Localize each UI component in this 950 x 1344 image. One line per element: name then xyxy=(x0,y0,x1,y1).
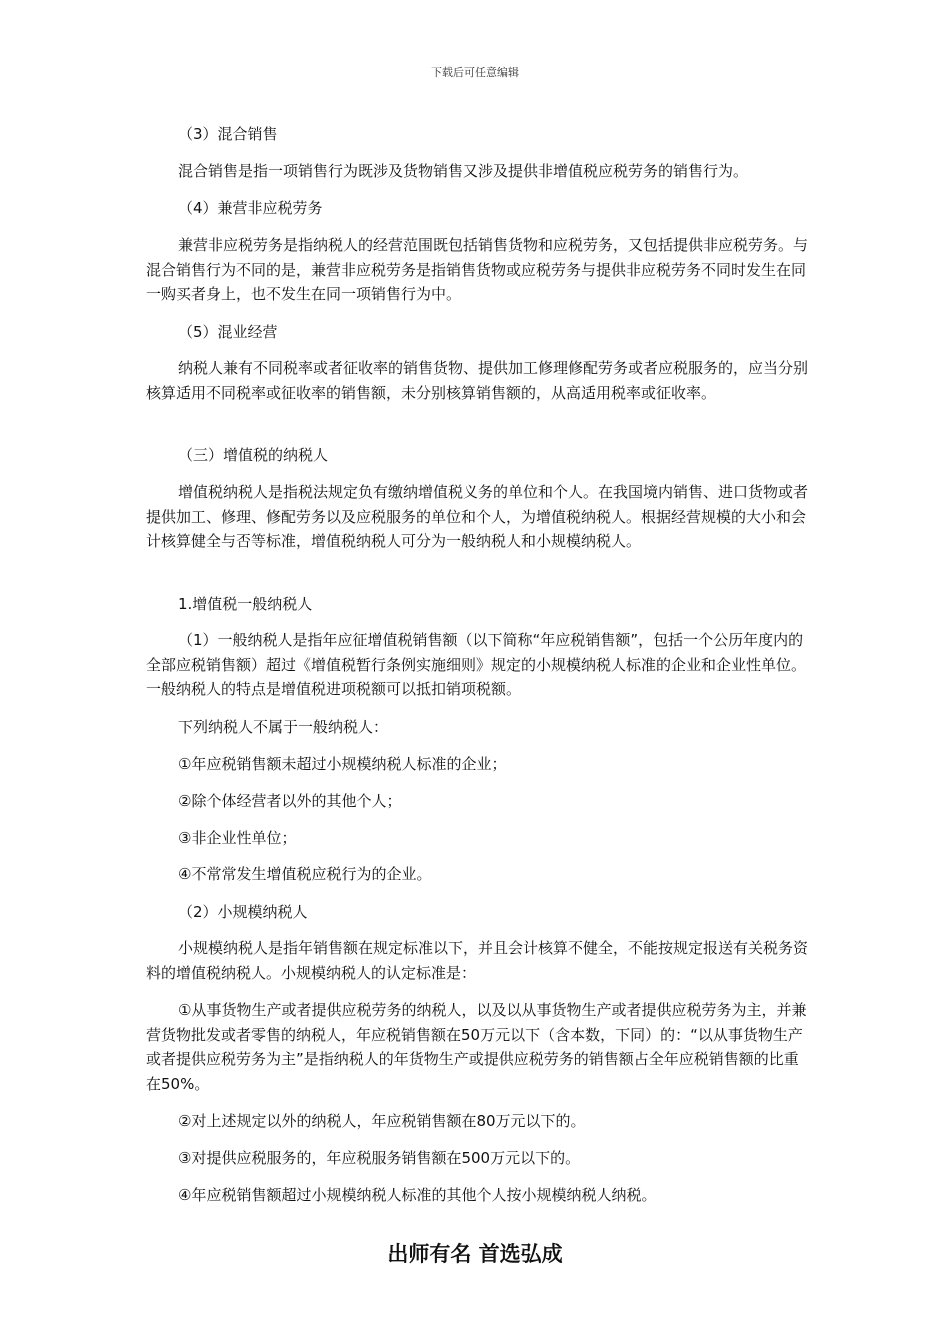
paragraph-concurrent-services: 兼营非应税劳务是指纳税人的经营范围既包括销售货物和应税劳务，又包括提供非应税劳务。与混合销售行为不同的是，兼营非应税劳务是指销售货物或应税劳务与提供非应税劳务不同时发生在同一购买者身上，也不发生在同一项销售行为中。 xyxy=(146,236,809,303)
paragraph-mixed-operations: 纳税人兼有不同税率或者征收率的销售货物、提供加工修理修配劳务或者应税服务的，应当分别核算适用不同税率或征收率的销售额，未分别核算销售额的，从高适用税率或征收率。 xyxy=(146,359,809,402)
criteria-item: ③对提供应税服务的，年应税服务销售额在500万元以下的。 xyxy=(178,1149,581,1167)
list-intro: 下列纳税人不属于一般纳税人： xyxy=(178,718,389,736)
heading-concurrent-services: （4）兼营非应税劳务 xyxy=(178,199,323,217)
list-item: ②除个体经营者以外的其他个人； xyxy=(178,792,402,810)
paragraph-mixed-sales: 混合销售是指一项销售行为既涉及货物销售又涉及提供非增值税应税劳务的销售行为。 xyxy=(178,162,749,180)
list-item: ①年应税销售额未超过小规模纳税人标准的企业； xyxy=(178,755,507,773)
criteria-item: ①从事货物生产或者提供应税劳务的纳税人，以及以从事货物生产或者提供应税劳务为主，并兼营货物批发或者零售的纳税人，年应税销售额在50万元以下（含本数，下同）的：“以从事货物生产或者提供应税劳务为主”是指纳税人的年货物生产或提供应税劳务的销售额占全年应税销售额的比重在50%。 xyxy=(146,1001,807,1093)
heading-small-scale: （2）小规模纳税人 xyxy=(178,903,308,921)
list-item: ④不常常发生增值税应税行为的企业。 xyxy=(178,865,432,883)
heading-mixed-sales: （3）混合销售 xyxy=(178,125,278,143)
paragraph-small-scale: 小规模纳税人是指年销售额在规定标准以下，并且会计核算不健全，不能按规定报送有关税务资料的增值税纳税人。小规模纳税人的认定标准是： xyxy=(146,939,809,982)
paragraph-general-taxpayer: （1）一般纳税人是指年应征增值税销售额（以下简称“年应税销售额”，包括一个公历年度内的全部应税销售额）超过《增值税暂行条例实施细则》规定的小规模纳税人标准的企业和企业性单位。一般纳税人的特点是增值税进项税额可以抵扣销项税额。 xyxy=(146,631,807,698)
heading-mixed-operations: （5）混业经营 xyxy=(178,323,278,341)
list-item: ③非企业性单位； xyxy=(178,829,297,847)
paragraph-vat-taxpayers: 增值税纳税人是指税法规定负有缴纳增值税义务的单位和个人。在我国境内销售、进口货物或者提供加工、修理、修配劳务以及应税服务的单位和个人，为增值税纳税人。根据经营规模的大小和会计核算健全与否等标准，增值税纳税人可分为一般纳税人和小规模纳税人。 xyxy=(146,483,809,550)
page-header: 下载后可任意编辑 xyxy=(431,66,519,79)
criteria-item: ④年应税销售额超过小规模纳税人标准的其他个人按小规模纳税人纳税。 xyxy=(178,1186,657,1204)
page-footer: 出师有名 首选弘成 xyxy=(387,1242,563,1266)
criteria-item: ②对上述规定以外的纳税人，年应税销售额在80万元以下的。 xyxy=(178,1112,586,1130)
heading-general-taxpayer: 1.增值税一般纳税人 xyxy=(178,595,313,613)
heading-vat-taxpayers: （三）增值税的纳税人 xyxy=(178,446,329,464)
